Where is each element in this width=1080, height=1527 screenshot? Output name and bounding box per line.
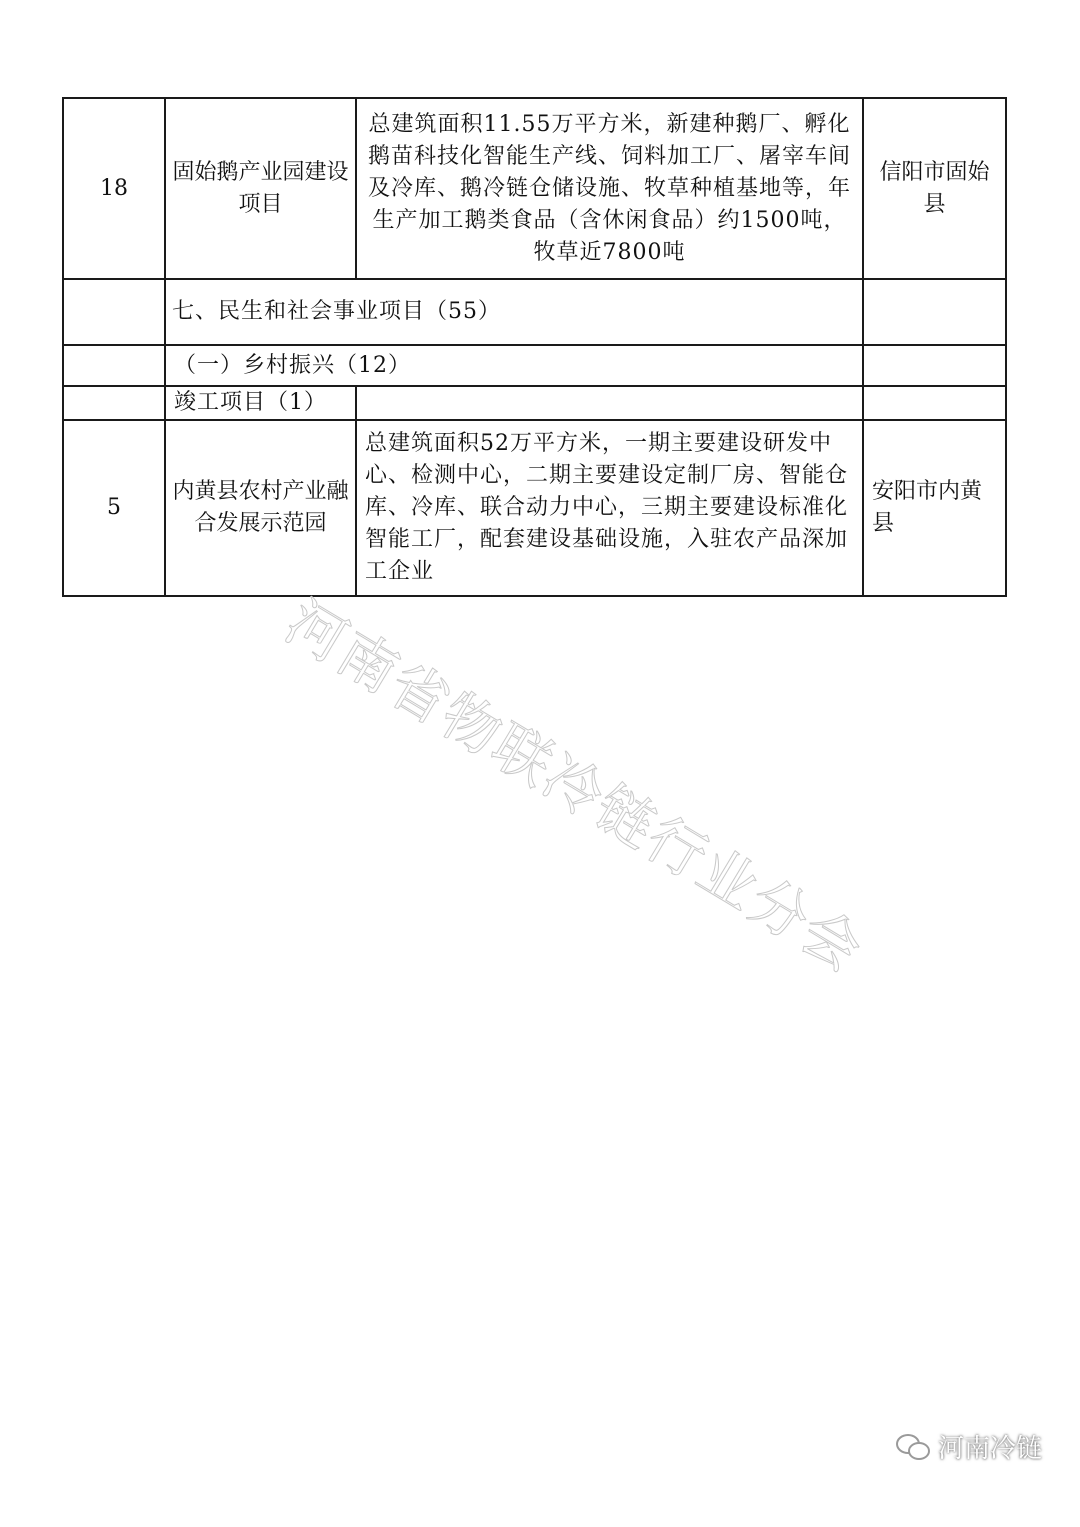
account-name: 河南冷链 (937, 1434, 1042, 1464)
table-row (63, 279, 1006, 345)
project-description: 总建筑面积11.55万平方米，新建种鹅厂、孵化鹅苗科技化智能生产线、饲料加工厂、屠宰车间及冷库、鹅冷链仓储设施、牧草种植基地等，年生产加工鹅类食品（含休闲食品）约1500吨，牧草近7800吨 (356, 98, 863, 279)
empty-cell (63, 345, 165, 386)
empty-cell (863, 279, 1006, 345)
project-location: 安阳市内黄县 (863, 420, 1006, 596)
table-row (63, 98, 1006, 279)
watermark: 河南省物联冷链行业分会 (274, 587, 875, 986)
project-location: 信阳市固始县 (863, 98, 1006, 279)
empty-cell (63, 386, 165, 420)
project-number: 5 (63, 420, 165, 596)
completed-heading: 竣工项目（1） (165, 386, 356, 420)
empty-cell (356, 386, 863, 420)
table-row (63, 386, 1006, 420)
section-heading: 七、民生和社会事业项目（55） (165, 279, 863, 345)
table-row (63, 345, 1006, 386)
project-description: 总建筑面积52万平方米，一期主要建设研发中心、检测中心，二期主要建设定制厂房、智能仓库、冷库、联合动力中心，三期主要建设标准化智能工厂，配套建设基础设施，入驻农产品深加工企业 (356, 420, 863, 596)
empty-cell (63, 279, 165, 345)
table-row (63, 420, 1006, 596)
project-name: 固始鹅产业园建设项目 (165, 98, 356, 279)
account-logo (896, 1428, 1042, 1465)
project-number: 18 (63, 98, 165, 279)
project-name: 内黄县农村产业融合发展示范园 (165, 420, 356, 596)
wechat-icon (896, 1432, 930, 1462)
empty-cell (863, 386, 1006, 420)
subsection-heading: （一）乡村振兴（12） (165, 345, 863, 386)
project-table (62, 97, 1007, 597)
empty-cell (863, 345, 1006, 386)
